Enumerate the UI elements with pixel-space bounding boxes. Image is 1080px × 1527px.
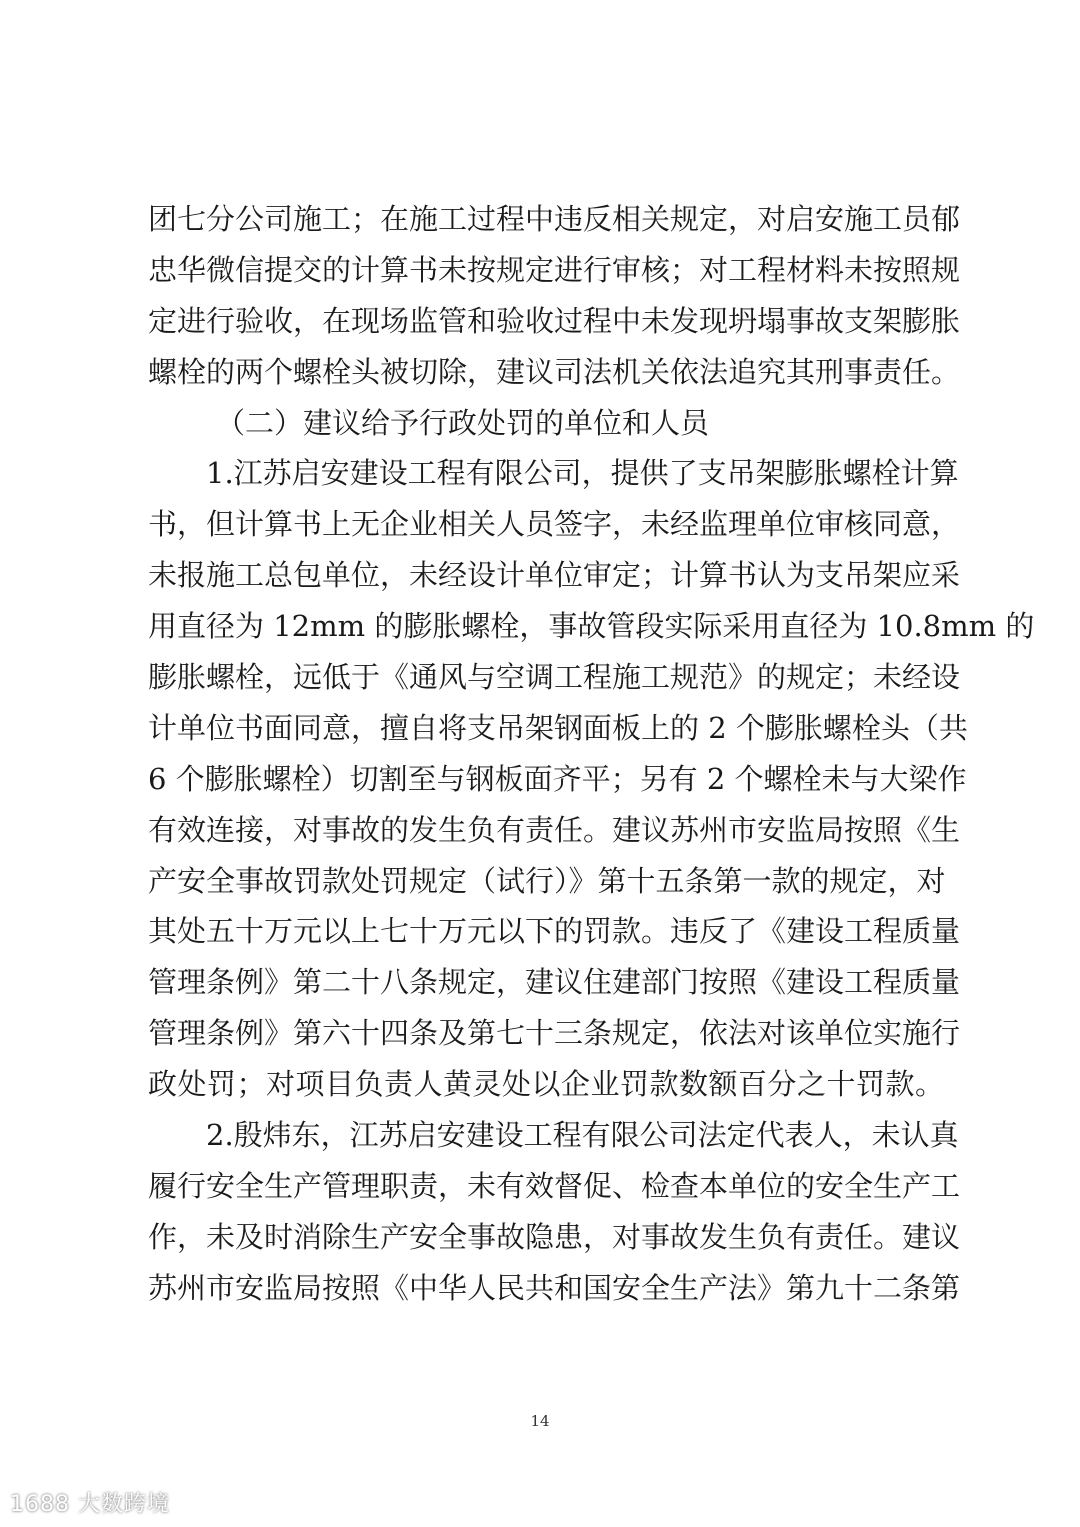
text-line: 2.殷炜东，江苏启安建设工程有限公司法定代表人，未认真 [206,1118,959,1153]
text-line: 有效连接，对事故的发生负有责任。建议苏州市安监局按照《生 [148,812,961,847]
text-line: 6 个膨胀螺栓）切割至与钢板面齐平；另有 2 个螺栓未与大梁作 [148,761,967,796]
text-line: 书，但计算书上无企业相关人员签字，未经监理单位审核同意， [148,507,961,542]
text-line: 管理条例》第二十八条规定，建议住建部门按照《建设工程质量 [148,965,961,1000]
text-line: 定进行验收，在现场监管和验收过程中未发现坍塌事故支架膨胀 [148,303,961,338]
page-number: 14 [530,1412,550,1430]
watermark-logo: 1688 大数跨境 [10,1492,170,1517]
section-heading: （二）建议给予行政处罚的单位和人员 [216,405,710,440]
text-line: 忠华微信提交的计算书未按规定进行审核；对工程材料未按照规 [148,252,961,287]
text-line: 用直径为 12mm 的膨胀螺栓，事故管段实际采用直径为 10.8mm 的 [148,609,1035,644]
text-line: 计单位书面同意，擅自将支吊架钢面板上的 2 个膨胀螺栓头（共 [148,710,968,745]
text-line: 产安全事故罚款处罚规定（试行）》第十五条第一款的规定，对 [148,863,946,898]
text-line: 作，未及时消除生产安全事故隐患，对事故发生负有责任。建议 [148,1219,961,1254]
text-line: 其处五十万元以上七十万元以下的罚款。违反了《建设工程质量 [148,914,961,949]
text-line: 履行安全生产管理职责，未有效督促、检查本单位的安全生产工 [148,1168,961,1203]
text-line: 1.江苏启安建设工程有限公司，提供了支吊架膨胀螺栓计算 [206,456,959,491]
document-body [148,194,1035,1314]
text-line: 未报施工总包单位，未经设计单位审定；计算书认为支吊架应采 [148,558,961,593]
text-line: 政处罚；对项目负责人黄灵处以企业罚款数额百分之十罚款。 [148,1067,944,1102]
text-line: 苏州市安监局按照《中华人民共和国安全生产法》第九十二条第 [148,1270,961,1305]
text-line: 团七分公司施工；在施工过程中违反相关规定，对启安施工员郁 [148,202,961,236]
text-line: 管理条例》第六十四条及第七十三条规定，依法对该单位实施行 [148,1016,961,1051]
text-line: 膨胀螺栓，远低于《通风与空调工程施工规范》的规定；未经设 [148,660,961,695]
text-line: 螺栓的两个螺栓头被切除，建议司法机关依法追究其刑事责任。 [148,354,961,389]
